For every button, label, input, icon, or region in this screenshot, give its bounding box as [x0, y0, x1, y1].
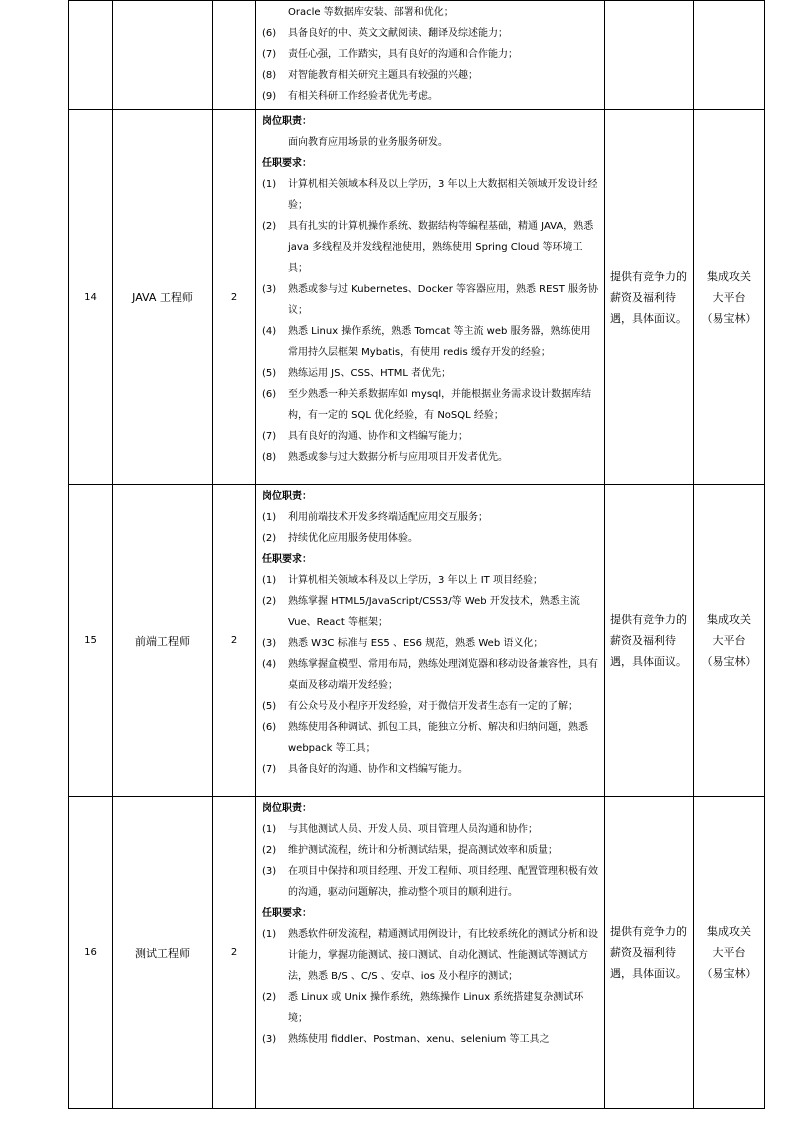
job-title-cell — [113, 1, 213, 110]
department-line: 大平台 — [712, 946, 746, 959]
job-description-cell — [256, 1, 605, 110]
department-line: （易宝林） — [701, 967, 757, 980]
department-line: 集成攻关 — [707, 925, 751, 938]
requirement-item — [262, 65, 600, 86]
requirement-item — [262, 861, 600, 903]
compensation-cell: 提供有竞争力的薪资及福利待遇，具体面议。 — [605, 797, 694, 1109]
compensation-cell: 提供有竞争力的薪资及福利待遇，具体面议。 — [605, 485, 694, 797]
item-number: (2) — [262, 596, 277, 607]
department-cell — [694, 797, 765, 1109]
item-text: 熟练运用 JS、CSS、HTML 者优先； — [288, 368, 452, 379]
requirement-item — [262, 717, 600, 759]
item-text: 具有良好的沟通、协作和文档编写能力； — [288, 431, 468, 442]
item-number: (1) — [262, 512, 277, 523]
requirement-item — [262, 696, 600, 717]
job-row — [69, 797, 765, 1109]
item-number: (9) — [262, 91, 277, 102]
requirement-item — [262, 426, 600, 447]
item-text: 对智能教育相关研究主题具有较强的兴趣； — [288, 70, 478, 81]
item-text: 计算机相关领域本科及以上学历，3 年以上 IT 项目经验； — [288, 575, 543, 586]
job-description-cell — [256, 485, 605, 797]
section-paragraph: 面向教育应用场景的业务服务研发。 — [288, 137, 448, 148]
item-text: Oracle 等数据库安装、部署和优化； — [288, 7, 454, 18]
job-title-cell: JAVA 工程师 — [113, 110, 213, 485]
item-number: (6) — [262, 722, 277, 733]
department-cell — [694, 1, 765, 110]
compensation-cell: 提供有竞争力的薪资及福利待遇，具体面议。 — [605, 110, 694, 485]
requirement-item — [262, 447, 600, 468]
item-text: 熟悉 Linux 操作系统，熟悉 Tomcat 等主流 web 服务器，熟练使用常用持久层框架 Mybatis，有使用 redis 缓存开发的经验； — [288, 326, 591, 358]
item-number: (1) — [262, 824, 277, 835]
item-number: (2) — [262, 992, 277, 1003]
department-line: 大平台 — [712, 290, 746, 304]
item-number: (1) — [262, 575, 277, 586]
job-row — [69, 110, 765, 485]
job-number-cell — [69, 1, 113, 110]
requirement-item — [262, 174, 600, 216]
requirement-item — [262, 23, 600, 44]
headcount-cell — [213, 1, 256, 110]
requirement-item — [262, 384, 600, 426]
job-description-cell — [256, 110, 605, 485]
job-number-cell: 16 — [69, 797, 113, 1109]
requirement-item — [262, 591, 600, 633]
job-number-cell: 15 — [69, 485, 113, 797]
requirement-item — [262, 44, 600, 65]
item-number: (8) — [262, 452, 277, 463]
requirement-item — [262, 363, 600, 384]
section-heading: 岗位职责： — [262, 116, 312, 127]
item-text: 有公众号及小程序开发经验，对于微信开发者生态有一定的了解； — [288, 701, 578, 712]
item-number: (2) — [262, 221, 277, 232]
item-number: (7) — [262, 764, 277, 775]
item-text: 责任心强，工作踏实，具有良好的沟通和合作能力； — [288, 49, 518, 60]
item-number: (7) — [262, 431, 277, 442]
item-number: (8) — [262, 70, 277, 81]
department-line: （易宝林） — [701, 311, 757, 325]
section-heading: 任职要求： — [262, 554, 312, 565]
item-number: (6) — [262, 389, 277, 400]
item-text: 熟练使用各种调试、抓包工具，能独立分析、解决和归纳问题，熟悉 webpack 等工具； — [288, 722, 588, 754]
job-listing-table — [68, 0, 765, 1109]
requirement-item — [262, 633, 600, 654]
department-line: 集成攻关 — [707, 613, 751, 626]
headcount-cell: 2 — [213, 797, 256, 1109]
headcount-cell: 2 — [213, 485, 256, 797]
requirement-item — [262, 2, 600, 23]
item-number: (5) — [262, 368, 277, 379]
section-heading: 岗位职责： — [262, 491, 312, 502]
section-heading: 任职要求： — [262, 158, 312, 169]
item-number: (2) — [262, 845, 277, 856]
requirement-item — [262, 216, 600, 279]
item-text: 熟练使用 fiddler、Postman、xenu、selenium 等工具之 — [288, 1034, 550, 1045]
item-text: 熟练掌握盒模型、常用布局，熟练处理浏览器和移动设备兼容性，具有桌面及移动端开发经验； — [288, 659, 598, 691]
requirement-item — [262, 1029, 600, 1050]
item-text: 熟悉软件研发流程，精通测试用例设计，有比较系统化的测试分析和设计能力，掌握功能测试、接口测试、自动化测试、性能测试等测试方法，熟悉 B/S 、C/S 、安卓、ios 及小程序的测试； — [288, 929, 598, 982]
item-text: 具有扎实的计算机操作系统、数据结构等编程基础，精通 JAVA，熟悉 java 多线程及并发线程池使用，熟练使用 Spring Cloud 等环境工具； — [288, 221, 594, 274]
item-text: 熟练掌握 HTML5/JavaScript/CSS3/等 Web 开发技术，熟悉主流 Vue、React 等框架； — [288, 596, 580, 628]
department-line: 大平台 — [712, 634, 746, 647]
item-number: (3) — [262, 638, 277, 649]
requirement-item — [262, 987, 600, 1029]
item-number: (1) — [262, 179, 277, 190]
job-title-cell: 前端工程师 — [113, 485, 213, 797]
section-heading: 岗位职责： — [262, 803, 312, 814]
requirement-item — [262, 507, 600, 528]
item-number: (3) — [262, 866, 277, 877]
requirement-item — [262, 279, 600, 321]
requirement-item — [262, 840, 600, 861]
item-text: 至少熟悉一种关系数据库如 mysql，并能根据业务需求设计数据库结构，有一定的 SQL 优化经验，有 NoSQL 经验； — [288, 389, 592, 421]
requirement-item — [262, 759, 600, 780]
department-cell — [694, 485, 765, 797]
item-text: 熟悉或参与过 Kubernetes、Docker 等容器应用，熟悉 REST 服务协议； — [288, 284, 599, 316]
section-heading: 任职要求： — [262, 908, 312, 919]
item-text: 熟悉或参与过大数据分析与应用项目开发者优先。 — [288, 452, 508, 463]
item-number: (4) — [262, 659, 277, 670]
item-number: (3) — [262, 284, 277, 295]
item-number: (2) — [262, 533, 277, 544]
job-row — [69, 485, 765, 797]
item-number: (6) — [262, 28, 277, 39]
requirement-item — [262, 528, 600, 549]
item-text: 利用前端技术开发多终端适配应用交互服务； — [288, 512, 488, 523]
item-number: (3) — [262, 1034, 277, 1045]
compensation-cell — [605, 1, 694, 110]
department-line: 集成攻关 — [707, 269, 751, 283]
job-number-cell: 14 — [69, 110, 113, 485]
requirement-item — [262, 654, 600, 696]
requirement-item — [262, 924, 600, 987]
item-text: 维护测试流程，统计和分析测试结果，提高测试效率和质量； — [288, 845, 558, 856]
item-text: 在项目中保持和项目经理、开发工程师、项目经理、配置管理积极有效的沟通，驱动问题解决，推动整个项目的顺利进行。 — [288, 866, 598, 898]
item-text: 熟悉 W3C 标准与 ES5 、ES6 规范，熟悉 Web 语义化； — [288, 638, 544, 649]
job-rows — [69, 1, 765, 1109]
job-row — [69, 1, 765, 110]
headcount-cell: 2 — [213, 110, 256, 485]
department-cell — [694, 110, 765, 485]
item-text: 计算机相关领域本科及以上学历，3 年以上大数据相关领域开发设计经验； — [288, 179, 598, 211]
requirement-item — [262, 321, 600, 363]
requirement-item — [262, 570, 600, 591]
requirement-item — [262, 819, 600, 840]
job-description-cell — [256, 797, 605, 1109]
job-title-cell: 测试工程师 — [113, 797, 213, 1109]
item-text: 具备良好的中、英文文献阅读、翻译及综述能力； — [288, 28, 508, 39]
item-number: (4) — [262, 326, 277, 337]
item-text: 具备良好的沟通、协作和文档编写能力。 — [288, 764, 468, 775]
item-text: 持续优化应用服务使用体验。 — [288, 533, 418, 544]
item-text: 与其他测试人员、开发人员、项目管理人员沟通和协作； — [288, 824, 538, 835]
department-line: （易宝林） — [701, 655, 757, 668]
item-number: (5) — [262, 701, 277, 712]
item-number: (1) — [262, 929, 277, 940]
item-number: (7) — [262, 49, 277, 60]
item-text: 悉 Linux 或 Unix 操作系统，熟练操作 Linux 系统搭建复杂测试环境； — [288, 992, 584, 1024]
item-text: 有相关科研工作经验者优先考虑。 — [288, 91, 438, 102]
requirement-item — [262, 86, 600, 107]
